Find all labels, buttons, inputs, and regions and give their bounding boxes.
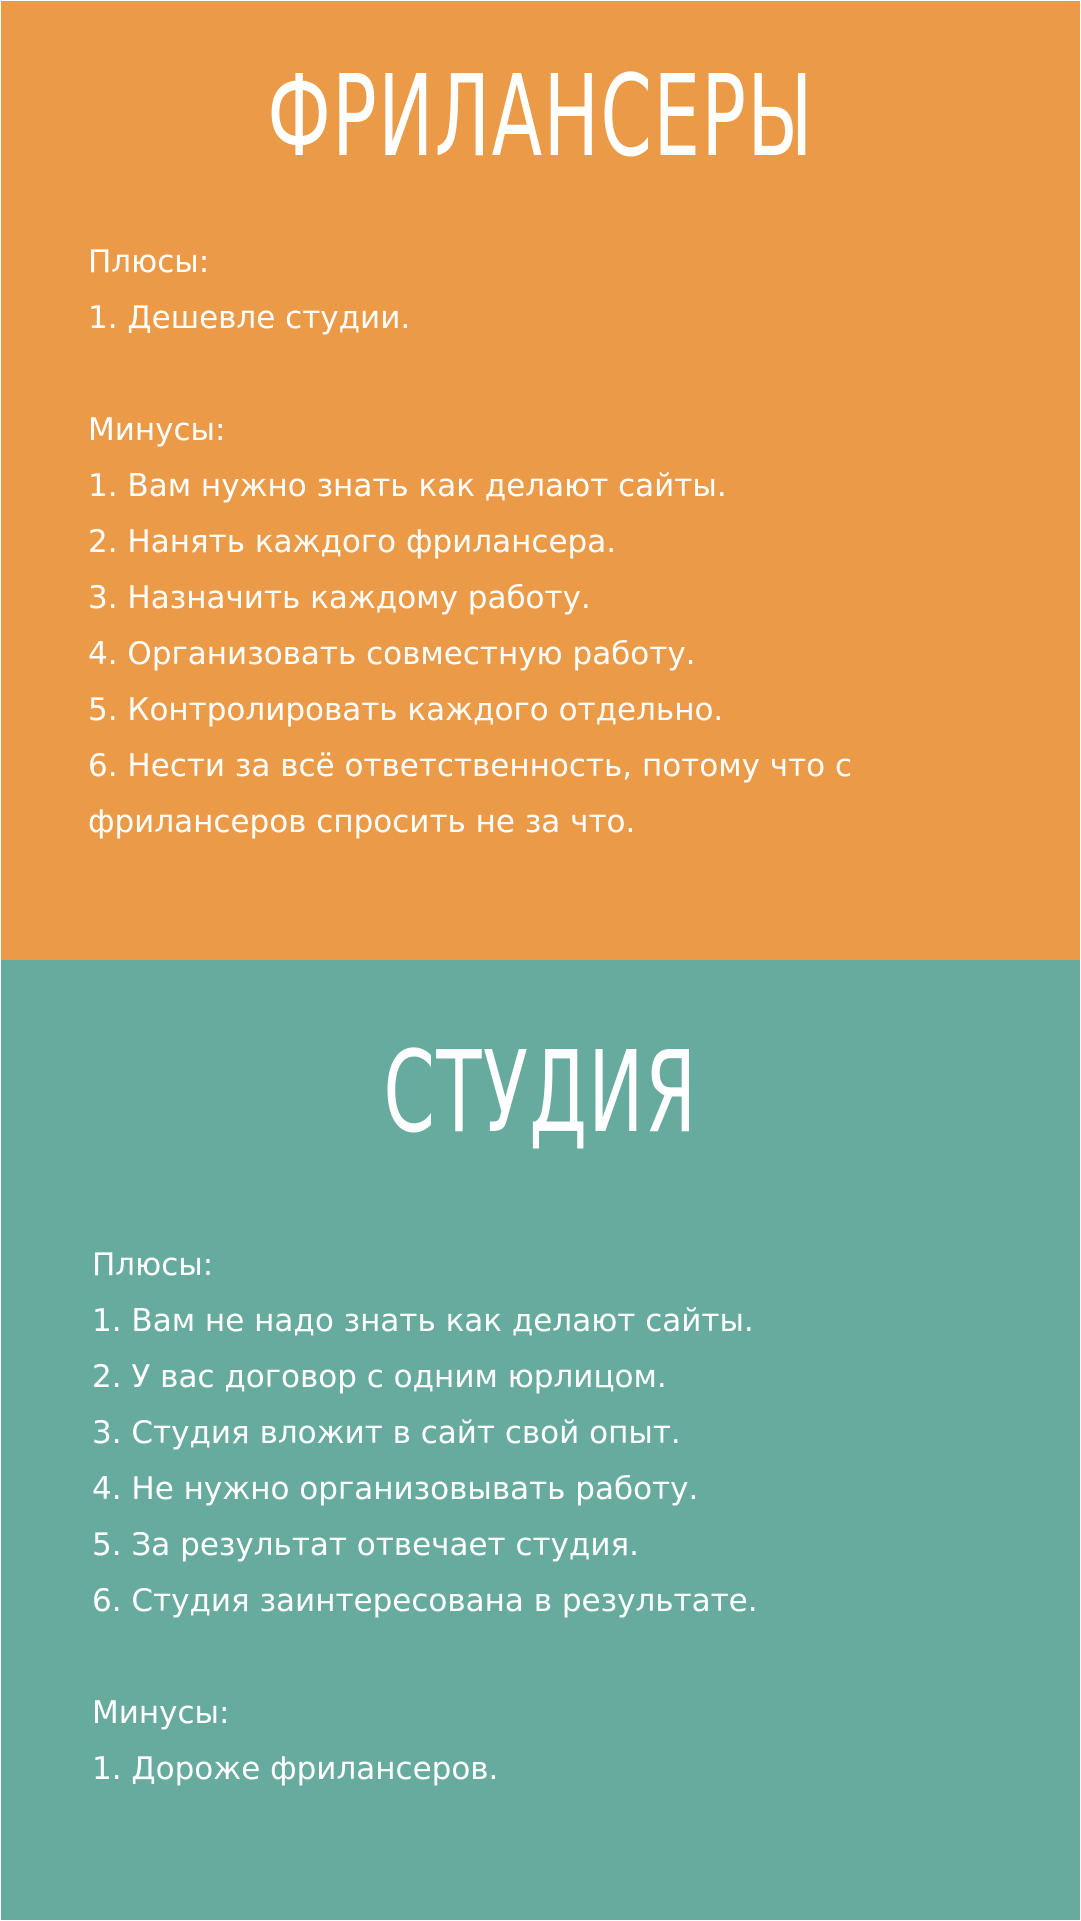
studio-pros-item: 1. Вам не надо знать как делают сайты. — [92, 1303, 754, 1339]
studio-cons-heading: Минусы: — [92, 1695, 230, 1731]
freelancers-pros — [88, 234, 410, 346]
studio-pros-item: 5. За результат отвечает студия. — [92, 1527, 639, 1563]
freelancers-cons-heading: Минусы: — [88, 412, 226, 448]
freelancers-cons-item: 2. Нанять каждого фрилансера. — [88, 524, 617, 560]
studio-title: СТУДИЯ — [383, 1028, 698, 1158]
studio-pros-item: 2. У вас договор с одним юрлицом. — [92, 1359, 667, 1395]
studio-pros — [92, 1237, 758, 1629]
freelancers-cons-item: 3. Назначить каждому работу. — [88, 580, 591, 616]
freelancers-cons-item: 5. Контролировать каждого отдельно. — [88, 692, 724, 728]
freelancers-cons-item: 1. Вам нужно знать как делают сайты. — [88, 468, 727, 504]
studio-pros-item: 6. Студия заинтересована в результате. — [92, 1583, 758, 1619]
studio-pros-item: 4. Не нужно организовывать работу. — [92, 1471, 699, 1507]
studio-panel — [1, 960, 1080, 1920]
freelancers-title: ФРИЛАНСЕРЫ — [267, 52, 814, 182]
freelancers-panel — [1, 1, 1080, 960]
freelancers-pros-item: 1. Дешевле студии. — [88, 300, 411, 336]
freelancers-cons-item: 4. Организовать совместную работу. — [88, 636, 696, 672]
freelancers-cons — [88, 402, 852, 850]
studio-cons — [92, 1685, 498, 1797]
freelancers-cons-item: 6. Нести за всё ответственность, потому что с — [88, 748, 853, 784]
freelancers-cons-item-continued: фрилансеров спросить не за что. — [88, 804, 636, 840]
freelancers-pros-heading: Плюсы: — [88, 244, 210, 280]
studio-cons-item: 1. Дороже фрилансеров. — [92, 1751, 499, 1787]
studio-pros-item: 3. Студия вложит в сайт свой опыт. — [92, 1415, 681, 1451]
studio-pros-heading: Плюсы: — [92, 1247, 214, 1283]
